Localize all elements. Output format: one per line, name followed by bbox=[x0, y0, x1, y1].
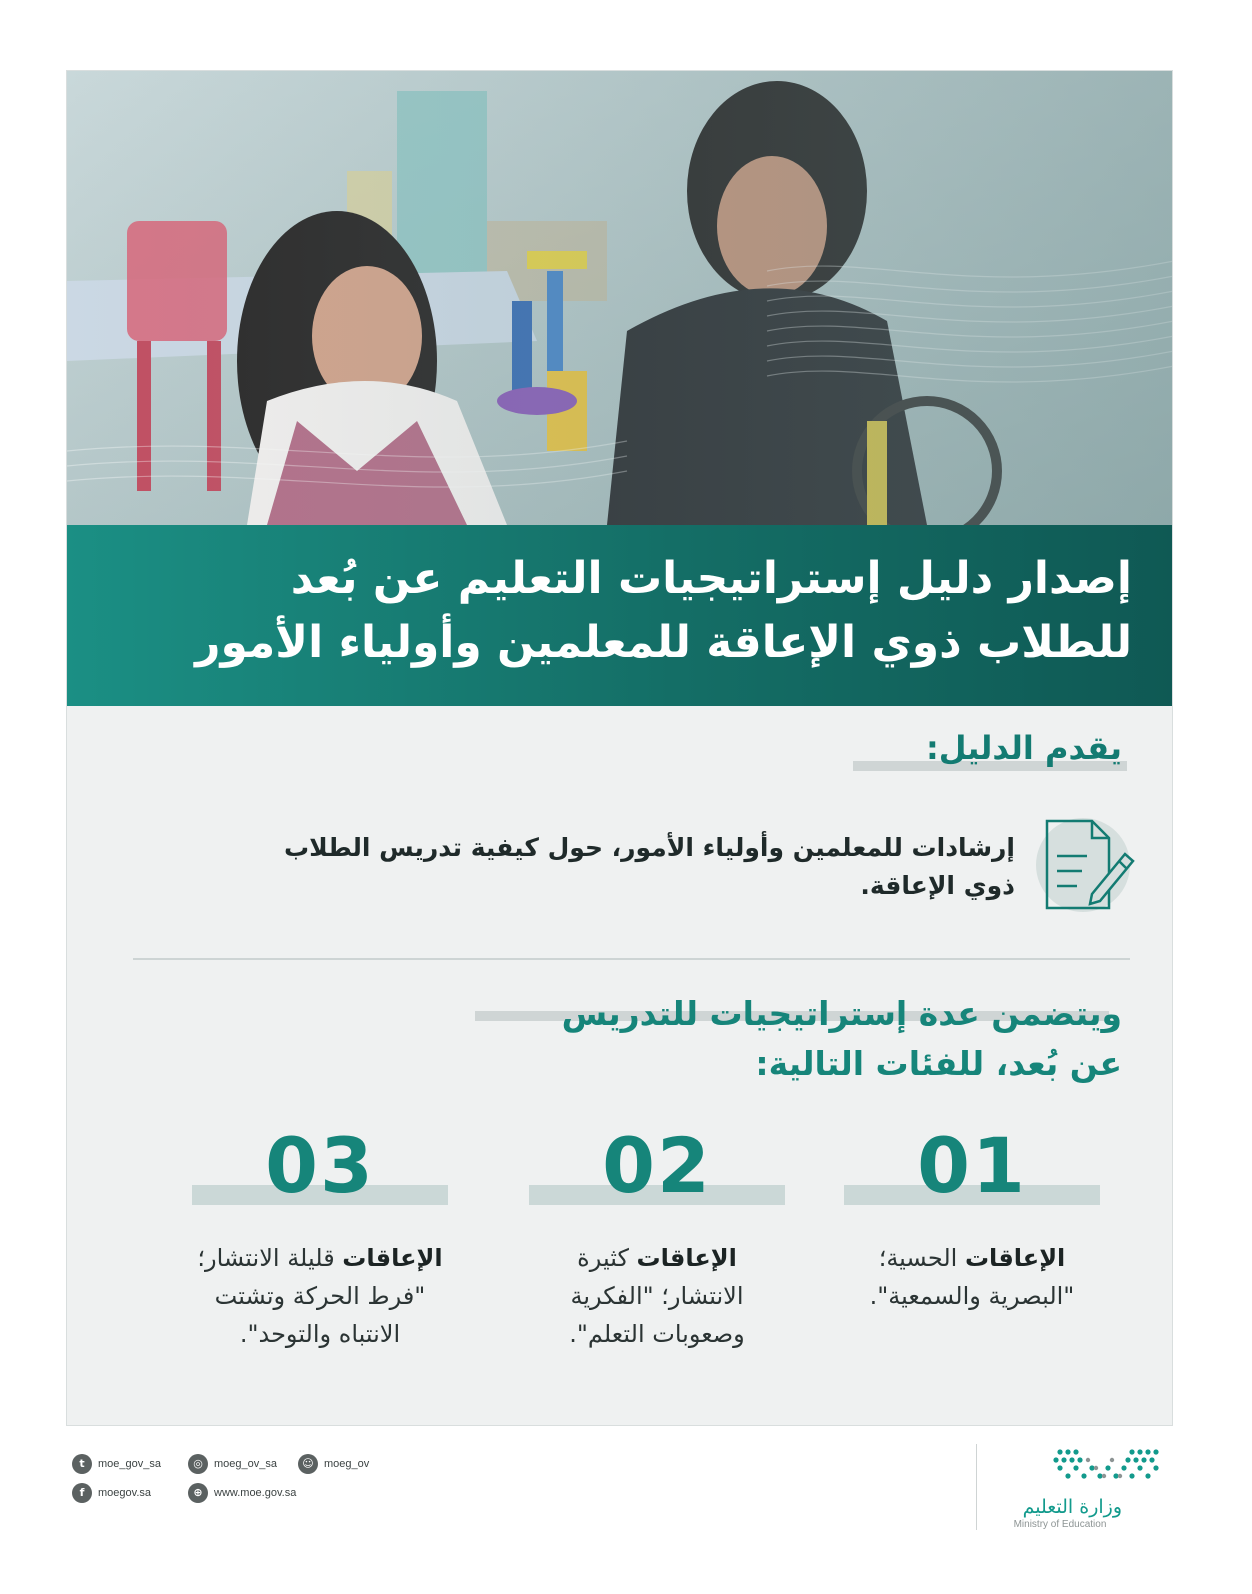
instagram-icon: ◎ bbox=[188, 1454, 208, 1474]
category-02-text bbox=[507, 1239, 807, 1353]
instagram-link[interactable] bbox=[188, 1454, 277, 1474]
category-01-number: 01 bbox=[917, 1121, 1027, 1210]
category-02-bold: الإعاقات bbox=[636, 1244, 737, 1272]
section-divider bbox=[133, 958, 1130, 960]
category-02-line-1-rest: كثيرة bbox=[577, 1244, 637, 1272]
category-01-line-1-rest: الحسية؛ bbox=[878, 1244, 965, 1272]
hero-photo bbox=[67, 71, 1173, 525]
category-03-line-2: "فرط الحركة وتشتت bbox=[214, 1282, 426, 1310]
ministry-logo-icon bbox=[1052, 1446, 1162, 1484]
category-03-bold: الإعاقات bbox=[342, 1244, 443, 1272]
globe-icon: ⊕ bbox=[188, 1483, 208, 1503]
ministry-name-english: Ministry of Education bbox=[1013, 1519, 1107, 1530]
category-01-bold: الإعاقات bbox=[964, 1244, 1066, 1272]
category-01-text bbox=[822, 1239, 1122, 1315]
category-01-line-1 bbox=[822, 1239, 1122, 1277]
snapchat-link[interactable] bbox=[298, 1454, 369, 1474]
intro-heading: يقدم الدليل: bbox=[925, 729, 1122, 767]
category-03-line-3: الانتباه والتوحد". bbox=[239, 1320, 401, 1348]
facebook-link[interactable] bbox=[72, 1483, 151, 1503]
twitter-handle: moe_gov_sa bbox=[98, 1458, 161, 1470]
includes-heading-line-1: ويتضمن عدة إستراتيجيات للتدريس bbox=[561, 994, 1122, 1033]
page-title-line-2: للطلاب ذوي الإعاقة للمعلمين وأولياء الأمور bbox=[195, 617, 1132, 668]
students-photo-illustration bbox=[67, 71, 1173, 525]
facebook-icon: f bbox=[72, 1483, 92, 1503]
category-02-line-3: وصعوبات التعلم". bbox=[569, 1320, 745, 1348]
title-banner bbox=[67, 525, 1173, 706]
snapchat-icon: ☺ bbox=[298, 1454, 318, 1474]
twitter-icon: t bbox=[72, 1454, 92, 1474]
category-02-line-1 bbox=[507, 1239, 807, 1277]
facebook-handle: moegov.sa bbox=[98, 1487, 151, 1499]
snapchat-handle: moeg_ov bbox=[324, 1458, 370, 1470]
footer-separator bbox=[976, 1444, 977, 1530]
includes-heading-line-2: عن بُعد، للفئات التالية: bbox=[755, 1044, 1122, 1083]
category-03-line-1 bbox=[170, 1239, 470, 1277]
website-link[interactable] bbox=[188, 1483, 296, 1503]
category-03-number: 03 bbox=[265, 1121, 375, 1210]
intro-text-line-2: ذوي الإعاقة. bbox=[860, 871, 1015, 900]
category-02-number: 02 bbox=[602, 1121, 712, 1210]
category-03-text bbox=[170, 1239, 470, 1353]
intro-description bbox=[195, 829, 1015, 905]
document-pencil-icon bbox=[1037, 816, 1135, 914]
includes-heading bbox=[422, 989, 1122, 1089]
ministry-name-arabic: وزارة التعليم bbox=[1022, 1496, 1122, 1518]
twitter-link[interactable] bbox=[72, 1454, 161, 1474]
page-title-line-1: إصدار دليل إستراتيجيات التعليم عن بُعد bbox=[290, 553, 1132, 604]
category-01-line-2: "البصرية والسمعية". bbox=[869, 1282, 1075, 1310]
website-url: www.moe.gov.sa bbox=[214, 1487, 297, 1499]
instagram-handle: moeg_ov_sa bbox=[214, 1458, 277, 1470]
category-03-line-1-rest: قليلة الانتشار؛ bbox=[197, 1244, 343, 1272]
category-02-line-2: الانتشار؛ "الفكرية bbox=[570, 1282, 744, 1310]
content-panel bbox=[66, 70, 1173, 1426]
intro-text-line-1: إرشادات للمعلمين وأولياء الأمور، حول كيفية تدريس الطلاب bbox=[284, 833, 1015, 862]
